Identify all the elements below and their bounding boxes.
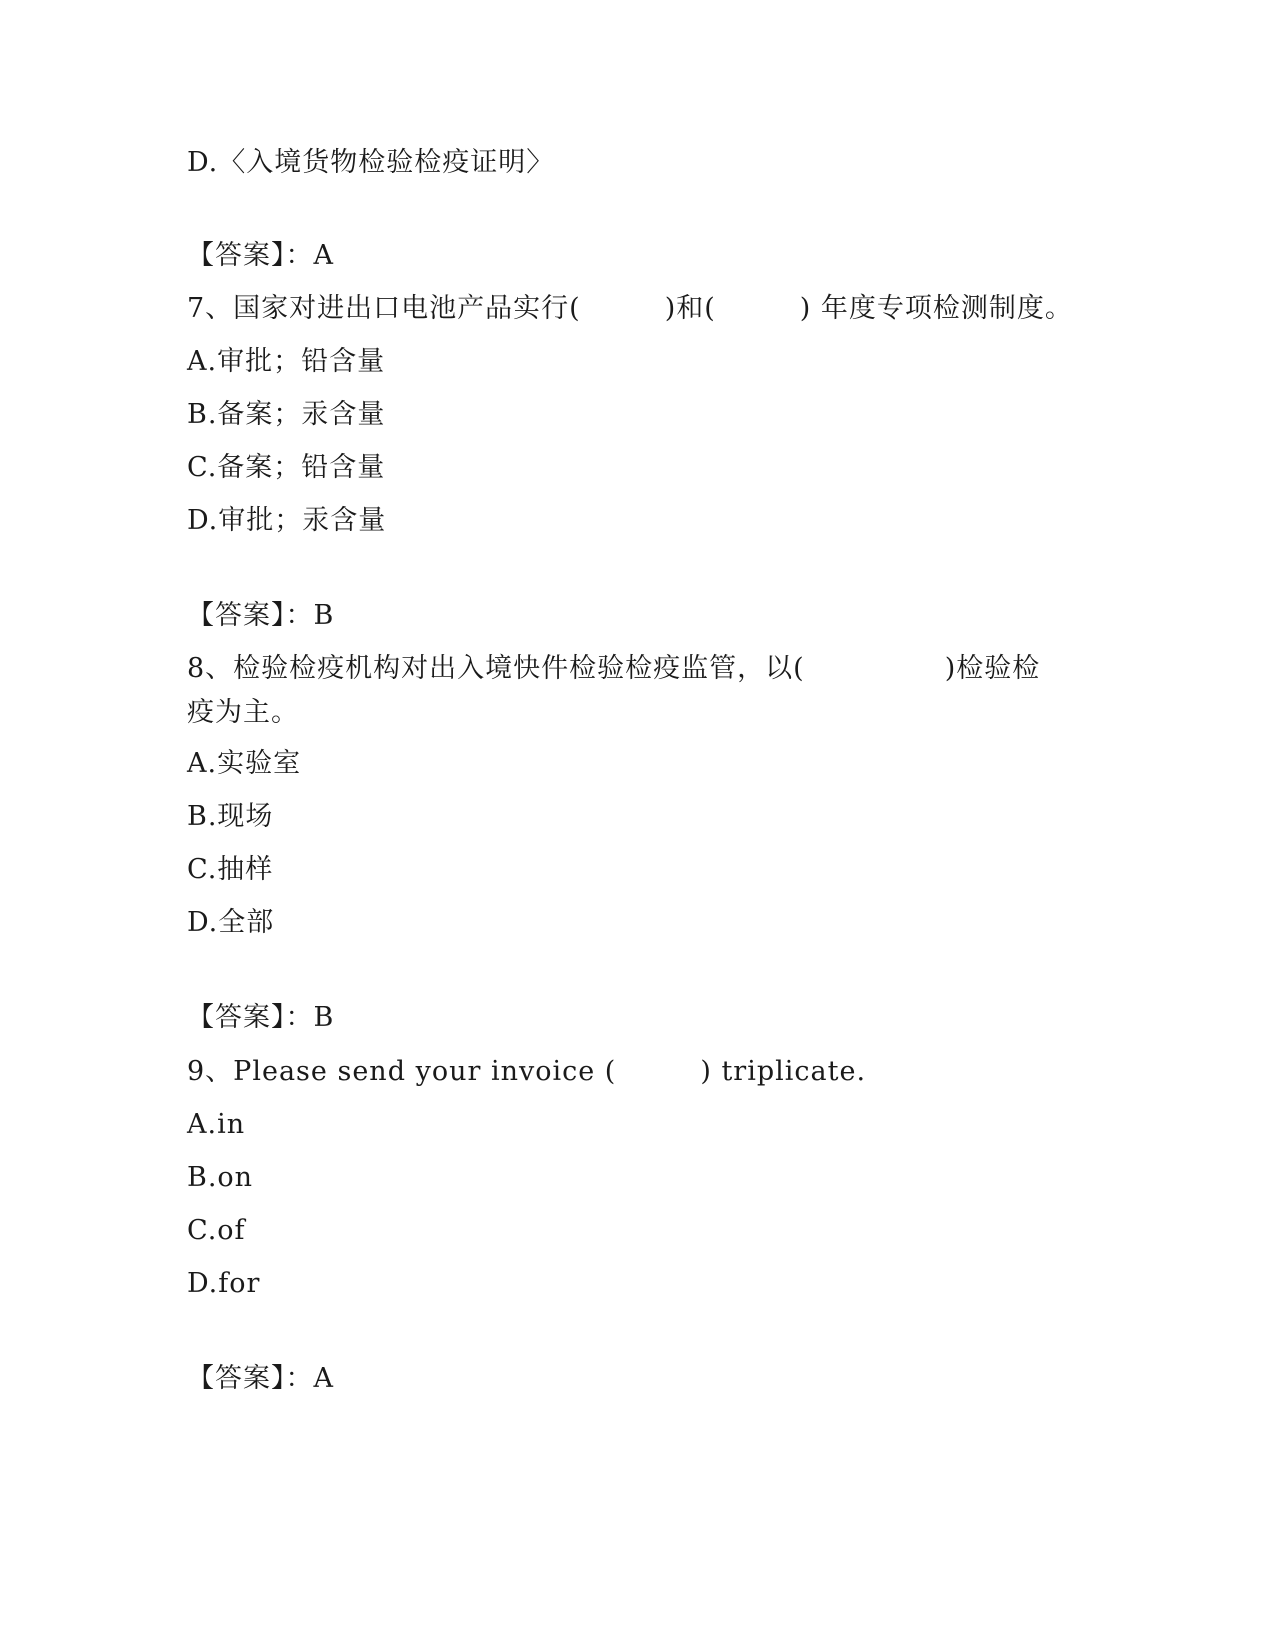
question-9-answer: 【答案】：A [187, 1363, 334, 1394]
question-8-option-b: B.现场 [187, 801, 274, 832]
question-9-option-d: D.for [187, 1268, 261, 1299]
question-7-stem: 7、国家对进出口电池产品实行( )和( ) 年度专项检测制度。 [187, 293, 1073, 324]
question-9-option-a: A.in [187, 1109, 246, 1140]
carryover-option-d: D.〈入境货物检验检疫证明〉 [187, 147, 555, 178]
question-9-option-c: C.of [187, 1215, 246, 1246]
question-7-answer: 【答案】：B [187, 600, 335, 631]
question-8-option-a: A.实验室 [187, 748, 302, 779]
question-8-option-c: C.抽样 [187, 854, 274, 885]
question-7-option-b: B.备案；汞含量 [187, 399, 386, 430]
carryover-answer: 【答案】：A [187, 240, 334, 271]
question-8-option-d: D.全部 [187, 907, 275, 938]
question-7-option-c: C.备案；铅含量 [187, 452, 386, 483]
question-8-stem: 8、检验检疫机构对出入境快件检验检疫监管，以( )检验检疫为主。 [187, 653, 1041, 728]
question-7-option-a: A.审批；铅含量 [187, 346, 386, 377]
question-9-stem: 9、Please send your invoice ( ) triplicate. [187, 1056, 867, 1087]
question-8-answer: 【答案】：B [187, 1002, 335, 1033]
question-7-option-d: D.审批；汞含量 [187, 505, 387, 536]
question-9-option-b: B.on [187, 1162, 254, 1193]
